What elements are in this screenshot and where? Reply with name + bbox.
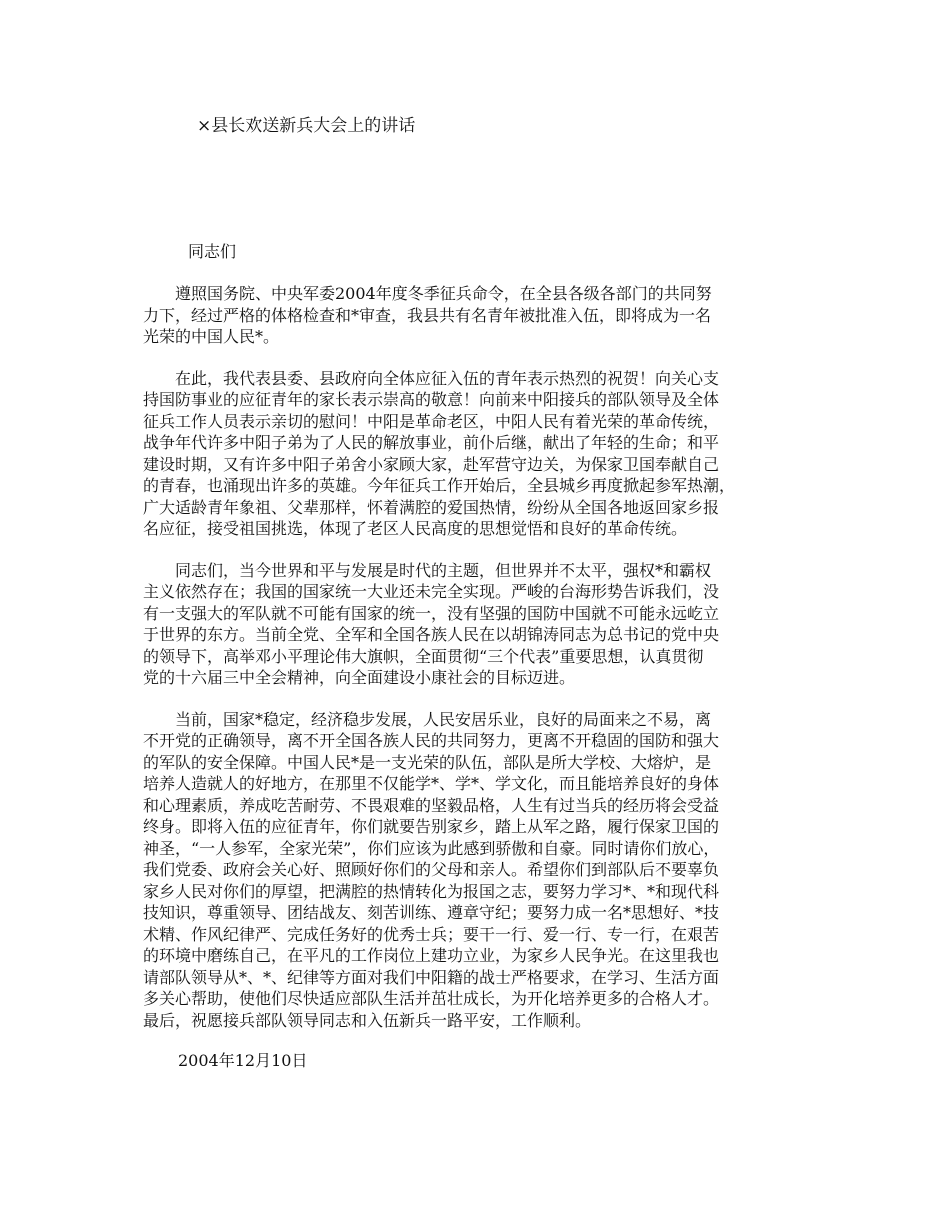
text-line: 当前，国家*稳定，经济稳步发展，人民安居乐业，良好的局面来之不易，离 [143,709,712,729]
text-line: 和心理素质，养成吃苦耐劳、不畏艰难的坚毅品格，人生有过当兵的经历将会受益 [143,795,720,815]
paragraph [143,368,833,540]
speech-body [143,283,833,1051]
text-line: 建设时期，又有许多中阳子弟舍小家顾大家，赴军营守边关，为保家卫国奉献自己 [143,454,720,474]
text-line: 的领导下，高举邓小平理论伟大旗帜，全面贯彻“三个代表”重要思想，认真贯彻 [143,646,704,666]
text-line: 广大适龄青年象祖、父辈那样，怀着满腔的爱国热情，纷纷从全国各地返回家乡报 [143,497,720,517]
text-line: 的青春，也涌现出许多的英雄。今年征兵工作开始后，全县城乡再度掀起参军热潮， [143,476,736,495]
text-line: 征兵工作人员表示亲切的慰问！中阳是革命老区，中阳人民有着光荣的革命传统， [143,411,720,431]
text-line: 培养人造就人的好地方，在那里不仅能学*、学*、学文化，而且能培养良好的身体 [143,774,720,793]
paragraph [143,283,833,348]
text-line: 术精、作风纪律严、完成任务好的优秀士兵；要干一行、爱一行、专一行，在艰苦 [143,924,720,944]
text-line: 家乡人民对你们的厚望，把满腔的热情转化为报国之志，要努力学习*、*和现代科 [143,881,720,901]
text-line: 终身。即将入伍的应征青年，你们就要告别家乡，踏上从军之路，履行保家卫国的 [143,817,720,836]
text-line: 多关心帮助，使他们尽快适应部队生活并茁壮成长，为开化培养更多的合格人才。 [143,989,720,1008]
text-line: 的环境中磨练自己，在平凡的工作岗位上建功立业，为家乡人民争光。在这里我也 [143,946,720,965]
text-line: 持国防事业的应征青年的家长表示崇高的敬意！向前来中阳接兵的部队领导及全体 [143,390,720,409]
text-line: 最后，祝愿接兵部队领导同志和入伍新兵一路平安，工作顺利。 [143,1010,592,1030]
paragraph [143,560,833,689]
text-line: 不开党的正确领导，离不开全国各族人民的共同努力，更离不开稳固的国防和强大 [143,731,720,750]
text-line: 遵照国务院、中央军委2004年度冬季征兵命令，在全县各级各部门的共同努 [143,284,712,303]
salutation: 同志们 [188,242,237,261]
text-line: 名应征，接受祖国挑选，体现了老区人民高度的思想觉悟和良好的革命传统。 [143,519,688,538]
text-line: 同志们，当今世界和平与发展是时代的主题，但世界并不太平，强权*和霸权 [143,560,712,580]
document-title: ×县长欢送新兵大会上的讲话 [197,116,416,136]
text-line: 请部队领导从*、*、纪律等方面对我们中阳籍的战士严格要求，在学习、生活方面 [143,967,720,987]
text-line: 在此，我代表县委、县政府向全体应征入伍的青年表示热烈的祝贺！向关心支 [143,368,720,388]
text-line: 党的十六届三中全会精神，向全面建设小康社会的目标迈进。 [143,668,576,687]
text-line: 神圣，“一人参军，全家光荣”，你们应该为此感到骄傲和自豪。同时请你们放心， [143,838,720,858]
document-date: 2004年12月10日 [178,1051,308,1070]
paragraph [143,709,833,1032]
text-line: 技知识，尊重领导、团结战友、刻苦训练、遵章守纪；要努力成一名*思想好、*技 [143,903,720,922]
text-line: 我们党委、政府会关心好、照顾好你们的父母和亲人。希望你们到部队后不要辜负 [143,860,720,879]
text-line: 于世界的东方。当前全党、全军和全国各族人民在以胡锦涛同志为总书记的党中央 [143,625,720,644]
text-line: 光荣的中国人民*。 [143,327,280,346]
text-line: 的军队的安全保障。中国人民*是一支光荣的队伍，部队是所大学校、大熔炉，是 [143,752,712,772]
text-line: 力下，经过严格的体格检查和*审查，我县共有名青年被批准入伍，即将成为一名 [143,305,712,325]
text-line: 主义依然存在；我国的国家统一大业还未完全实现。严峻的台海形势告诉我们，没 [143,582,720,601]
text-line: 战争年代许多中阳子弟为了人民的解放事业，前仆后继，献出了年轻的生命；和平 [143,433,720,452]
text-line: 有一支强大的军队就不可能有国家的统一，没有坚强的国防中国就不可能永远屹立 [143,603,720,623]
